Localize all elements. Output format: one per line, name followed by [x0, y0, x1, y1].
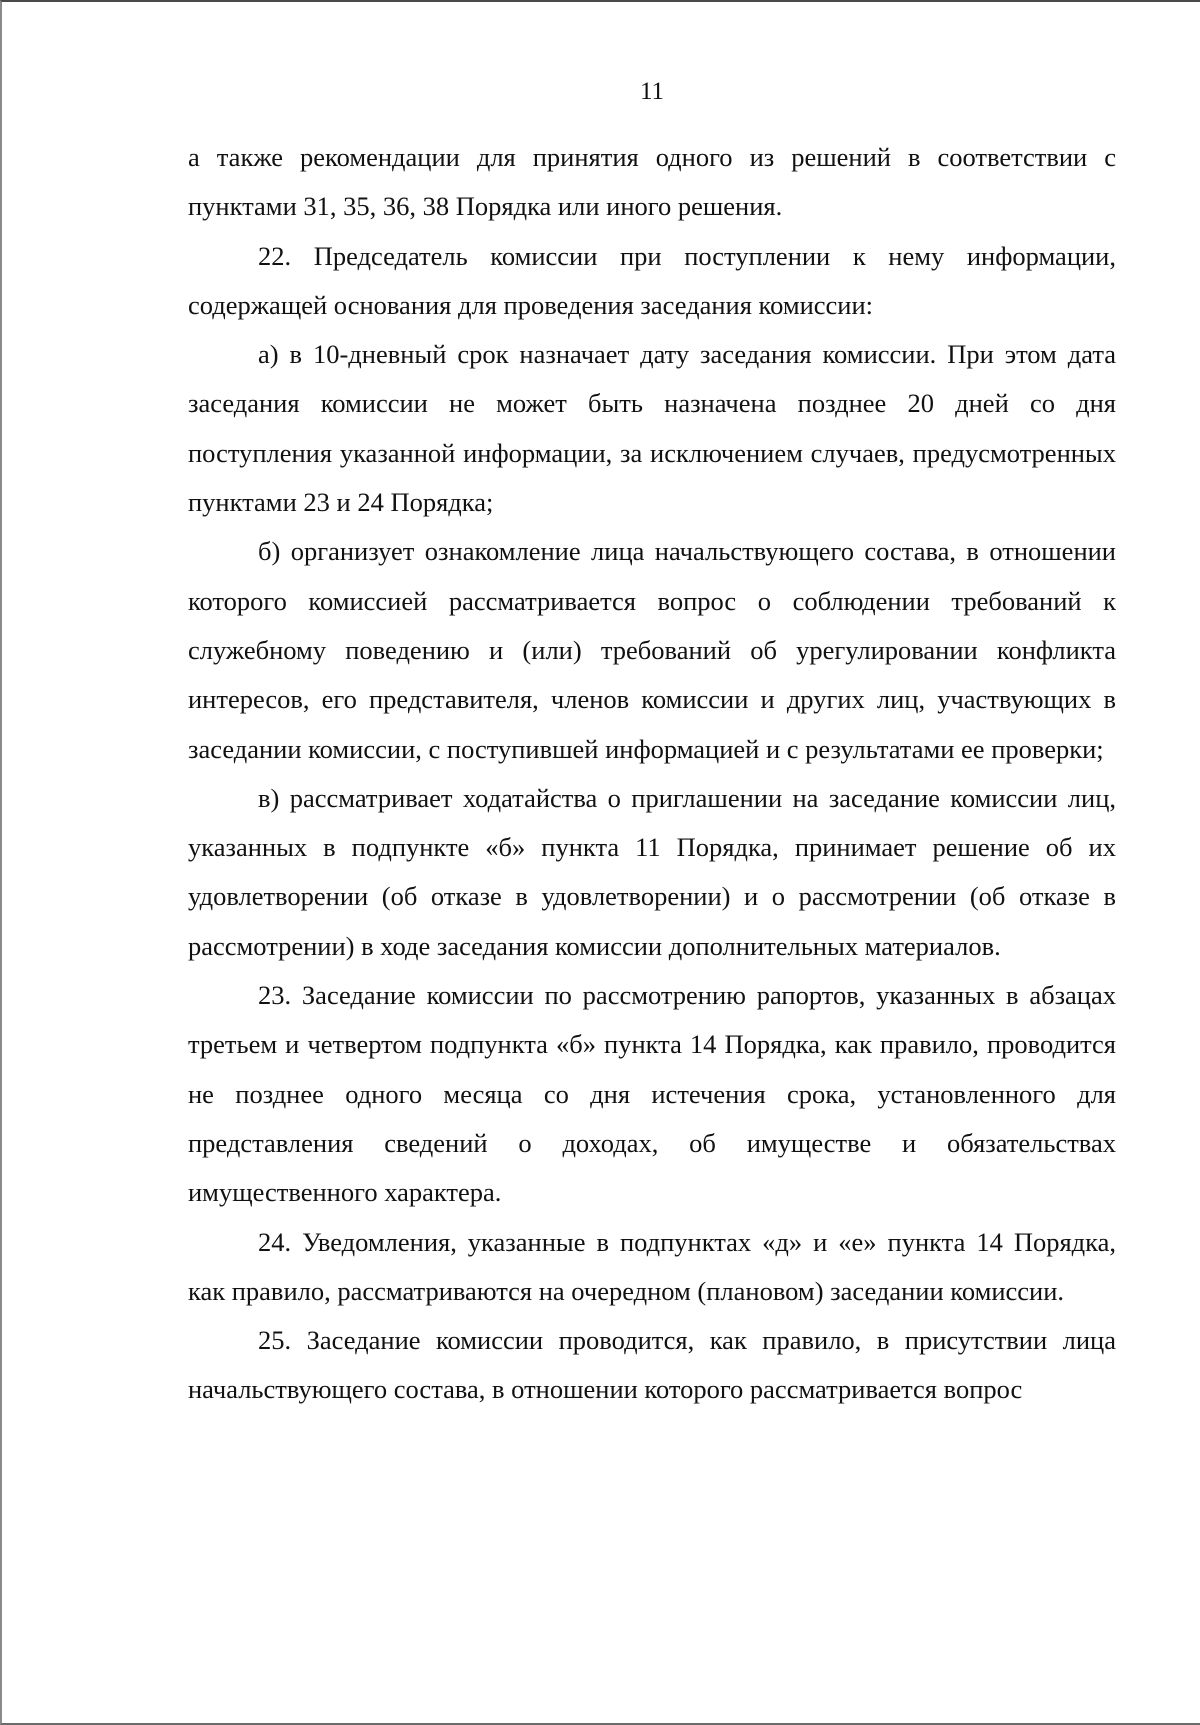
- document-body: [188, 133, 1116, 1415]
- paragraph-item-24: 24. Уведомления, указанные в подпунктах «д» и «е» пункта 14 Порядка, как правило, рассматриваются на очередном (плановом) заседании комиссии.: [188, 1226, 1116, 1306]
- paragraph-subitem-b: б) организует ознакомление лица начальствующего состава, в отношении которого комиссией рассматривается вопрос о соблюдении требований к служебному поведению и (или) требований об урегулировании конфликта интересов, его представителя, членов комиссии и других лиц, участвующих в заседании комиссии, с поступившей информацией и с результатами ее проверки;: [188, 536, 1116, 764]
- paragraph-continuation: а также рекомендации для принятия одного из решений в соответствии с пунктами 31, 35, 36, 38 Порядка или иного решения.: [188, 142, 1116, 222]
- paragraph-subitem-v: в) рассматривает ходатайства о приглашении на заседание комиссии лиц, указанных в подпункте «б» пункта 11 Порядка, принимает решение об их удовлетворении (об отказе в удовлетворении) и о рассмотрении (об отказе в рассмотрении) в ходе заседания комиссии дополнительных материалов.: [188, 782, 1116, 961]
- paragraph-item-22: 22. Председатель комиссии при поступлении к нему информации, содержащей основания для проведения заседания комиссии:: [188, 240, 1116, 320]
- paragraph-item-25: 25. Заседание комиссии проводится, как правило, в присутствии лица начальствующего состава, в отношении которого рассматривается вопрос: [188, 1325, 1116, 1405]
- paragraph-item-23: 23. Заседание комиссии по рассмотрению рапортов, указанных в абзацах третьем и четвертом подпункта «б» пункта 14 Порядка, как правило, проводится не позднее одного месяца со дня истечения срока, установленного для представления сведений о доходах, об имуществе и обязательствах имущественного характера.: [188, 980, 1116, 1208]
- paragraph-subitem-a: а) в 10-дневный срок назначает дату заседания комиссии. При этом дата заседания комиссии не может быть назначена позднее 20 дней со дня поступления указанной информации, за исключением случаев, предусмотренных пунктами 23 и 24 Порядка;: [188, 339, 1116, 518]
- page-number: 11: [639, 78, 665, 105]
